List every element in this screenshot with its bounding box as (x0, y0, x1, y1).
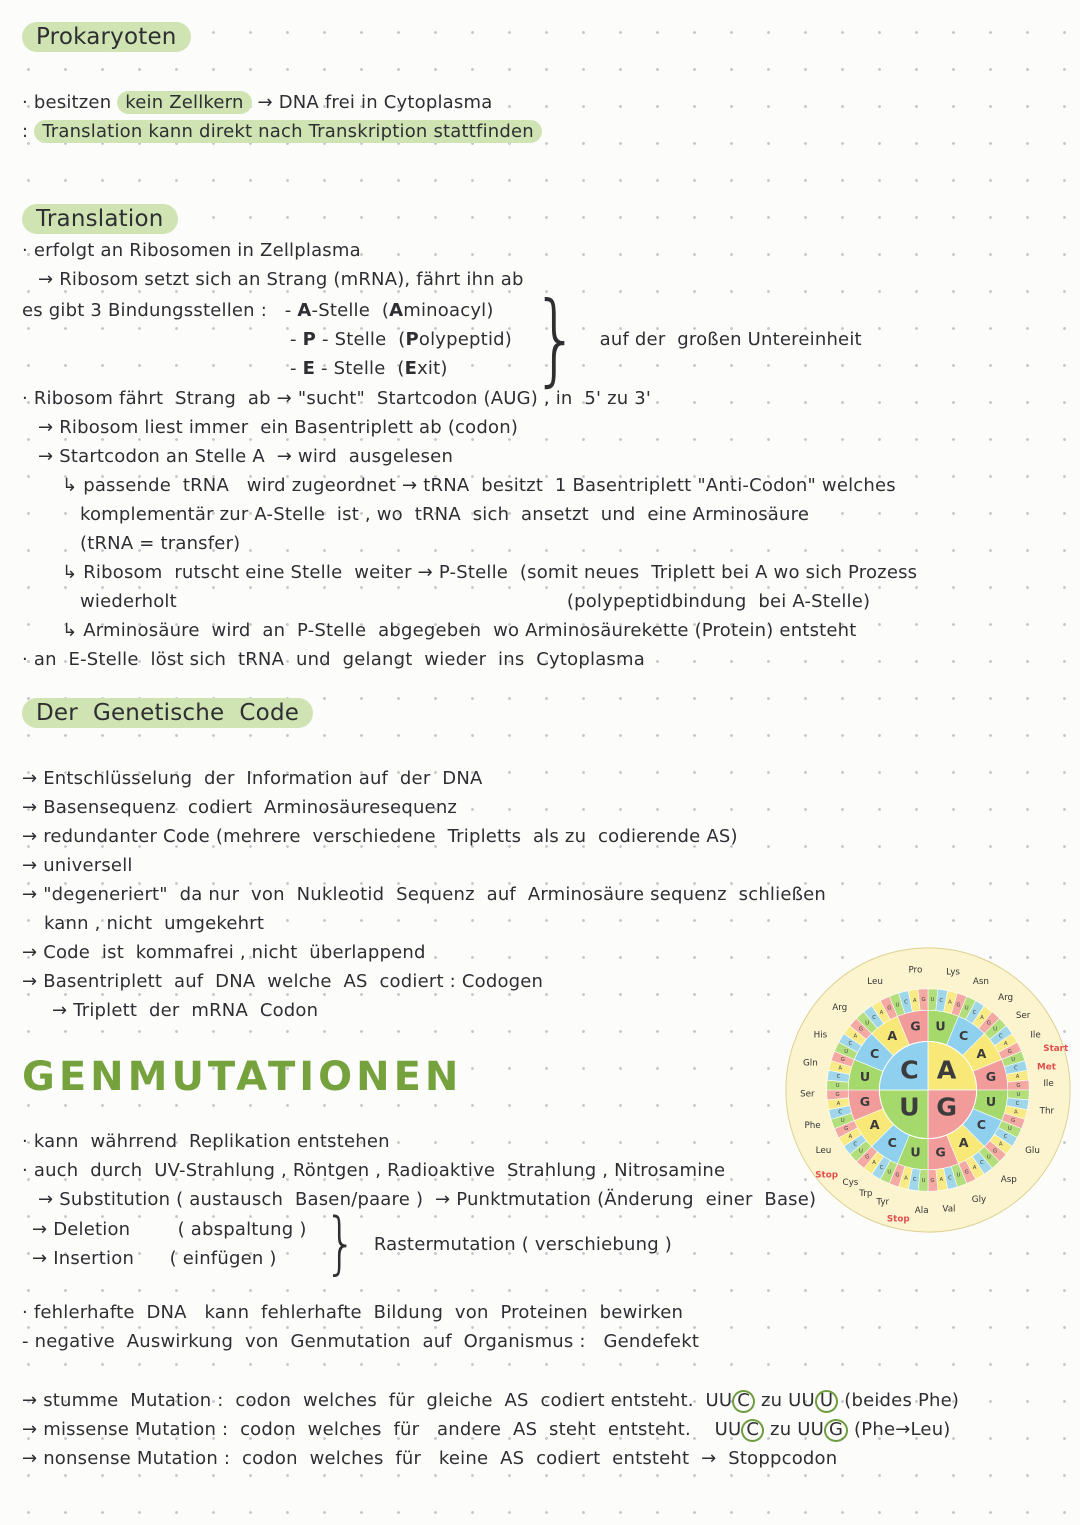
text-span: minoacyl) (403, 299, 494, 321)
text-span: E (404, 357, 418, 379)
svg-text:U: U (840, 1117, 845, 1124)
note-line (80, 587, 1070, 616)
svg-text:C: C (879, 1165, 884, 1172)
note-line (22, 1298, 1070, 1327)
svg-text:G: G (887, 1005, 892, 1012)
text-span: - Stelle ( (316, 328, 406, 350)
text-span: → missense Mutation : codon welches für andere AS steht entsteht. UU (22, 1419, 742, 1440)
notes-content (22, 20, 1070, 1473)
svg-text:A: A (948, 999, 952, 1006)
text-span: → Insertion ( einfügen ) (32, 1248, 277, 1269)
svg-text:Asn: Asn (972, 977, 989, 988)
svg-text:U: U (1011, 1057, 1016, 1064)
svg-text:G: G (858, 1026, 864, 1033)
text-span: → Ribosom setzt sich an Strang (mRNA), fährt ihn ab (38, 269, 524, 290)
svg-text:U: U (993, 1026, 998, 1033)
text-span: kann , nicht umgekehrt (44, 913, 265, 934)
text-span: A (389, 299, 404, 321)
note-line (32, 1215, 307, 1244)
highlighted-text: Prokaryoten (22, 22, 191, 52)
brace-right-label: Rastermutation ( verschiebung ) (373, 1233, 673, 1255)
svg-text:C: C (869, 1045, 880, 1061)
svg-text:C: C (980, 1160, 984, 1167)
svg-text:A: A (972, 1165, 977, 1172)
note-line (22, 645, 1070, 674)
highlighted-text: Translation (22, 204, 178, 234)
note-line (80, 529, 1070, 558)
text-span: → Code ist kommafrei , nicht überlappend (22, 942, 426, 963)
svg-text:G: G (835, 1091, 840, 1098)
text-span: → "degeneriert" da nur von Nukleotid Sequenz auf Arminosäure sequenz schließen (22, 884, 827, 905)
svg-text:C: C (912, 1177, 917, 1184)
svg-text:Glu: Glu (1025, 1145, 1040, 1156)
note-line (22, 851, 1070, 880)
text-span: → Substitution ( austausch Basen/paare ) → Punktmutation (Änderung einer Base) (38, 1189, 817, 1210)
svg-text:G: G (992, 1148, 998, 1155)
text-span: (Phe→Leu) (848, 1419, 951, 1440)
svg-text:A: A (879, 1009, 884, 1016)
text-span: → Entschlüsselung der Information auf der DNA (22, 768, 483, 789)
svg-text:Leu: Leu (867, 977, 883, 988)
text-span: - negative Auswirkung von Genmutation auf Organismus : Gendefekt (22, 1331, 700, 1352)
svg-text:U: U (887, 1169, 892, 1176)
note-line (80, 500, 1070, 529)
note-line (44, 909, 1070, 938)
text-span: A (297, 299, 312, 321)
svg-text:G: G (921, 997, 926, 1004)
note-line (22, 793, 1070, 822)
svg-text:G: G (930, 1177, 935, 1184)
text-span: ↳ passende tRNA wird zugeordnet → tRNA besitzt 1 Basentriplett "Anti-Codon" welches (62, 475, 896, 496)
bindungsstellen-group (22, 280, 1070, 397)
text-span: → universell (22, 855, 133, 876)
svg-text:G: G (1007, 1048, 1012, 1055)
highlighted-text: kein Zellkern (117, 91, 251, 114)
note-line (22, 764, 1070, 793)
svg-text:Ala: Ala (914, 1206, 929, 1217)
text-span: - Stelle ( (315, 357, 405, 379)
svg-text:G: G (859, 1094, 871, 1110)
text-span: → Triplett der mRNA Codon (52, 1000, 319, 1021)
note-line (38, 413, 1070, 442)
svg-text:Val: Val (942, 1204, 956, 1215)
heading-translation (22, 202, 1070, 236)
text-span: (tRNA = transfer) (80, 533, 241, 554)
svg-text:Thr: Thr (1039, 1106, 1055, 1117)
svg-text:U: U (956, 1172, 961, 1179)
note-line (62, 616, 1070, 645)
text-span: → DNA frei in Cytoplasma (251, 92, 493, 113)
svg-text:U: U (899, 1092, 920, 1122)
svg-text:A: A (998, 1141, 1003, 1148)
note-line (38, 442, 1070, 471)
svg-text:A: A (976, 1045, 987, 1061)
text-span: → Basensequenz codiert Arminosäuresequenz (22, 797, 458, 818)
svg-text:U: U (835, 1083, 840, 1090)
svg-text:C: C (836, 1074, 841, 1081)
note-line (22, 236, 1070, 265)
text-span: ↳ Ribosom rutscht eine Stelle weiter → P-Stelle (somit neues Triplett bei A wo sich Prozess (62, 562, 918, 583)
text-span: → Basentriplett auf DNA welche AS codiert : Codogen (22, 971, 544, 992)
svg-text:U: U (986, 1154, 991, 1161)
note-line (22, 880, 1070, 909)
text-span: · Ribosom fährt Strang ab → "sucht" Startcodon (AUG) , in 5' zu 3' (22, 388, 652, 409)
text-span: → Startcodon an Stelle A → wird ausgelesen (38, 446, 454, 467)
circled-letter: C (741, 1419, 764, 1442)
svg-text:Ile: Ile (1030, 1030, 1041, 1041)
text-span: · an E-Stelle löst sich tRNA und gelangt wieder ins Cytoplasma (22, 649, 645, 670)
svg-text:Start: Start (1043, 1043, 1069, 1054)
text-span: P (405, 328, 419, 350)
note-line (22, 296, 512, 325)
svg-text:A: A (936, 1055, 957, 1085)
svg-text:G: G (935, 1144, 946, 1160)
text-span: · fehlerhafte DNA kann fehlerhafte Bildung von Proteinen bewirken (22, 1302, 684, 1323)
svg-text:Gln: Gln (803, 1058, 818, 1069)
svg-text:A: A (1013, 1109, 1018, 1116)
brace-right-label: auf der großen Untereinheit (599, 328, 862, 350)
svg-text:C: C (887, 1134, 897, 1150)
svg-text:C: C (853, 1141, 858, 1148)
svg-text:Ser: Ser (1015, 1011, 1031, 1022)
highlighted-text: Der Genetische Code (22, 698, 313, 728)
svg-text:Stop: Stop (815, 1170, 838, 1181)
svg-text:U: U (921, 1177, 926, 1184)
text-span: (polypeptidbindung bei A-Stelle) (566, 591, 871, 612)
svg-text:A: A (939, 1177, 944, 1184)
svg-text:A: A (869, 1117, 880, 1133)
text-span: E (302, 357, 316, 379)
note-line (62, 471, 1070, 500)
text-span: es gibt 3 Bindungsstellen : - (22, 299, 298, 321)
note-line (32, 1244, 307, 1273)
svg-text:G: G (895, 1172, 900, 1179)
text-span: → nonsense Mutation : codon welches für keine AS codiert entsteht → Stoppcodon (22, 1448, 838, 1469)
svg-text:Pro: Pro (908, 965, 923, 976)
text-span: · auch durch UV-Strahlung , Röntgen , Radioaktive Strahlung , Nitrosamine (22, 1160, 726, 1181)
text-span: (beides Phe) (838, 1390, 960, 1411)
svg-text:A: A (912, 997, 917, 1004)
text-span: - (290, 357, 303, 379)
svg-text:Stop: Stop (886, 1214, 910, 1225)
svg-text:A: A (887, 1028, 898, 1044)
text-span: wiederholt (80, 591, 177, 612)
svg-text:U: U (930, 997, 935, 1004)
note-line (22, 1386, 1070, 1415)
svg-text:C: C (1015, 1100, 1020, 1107)
note-line (290, 354, 512, 383)
text-span: - (290, 328, 303, 350)
svg-text:U: U (1007, 1126, 1012, 1133)
svg-text:C: C (872, 1014, 876, 1021)
note-line (22, 117, 1070, 146)
highlighted-text: Translation kann direkt nach Transkription stattfinden (34, 120, 542, 143)
svg-text:G: G (1016, 1083, 1021, 1090)
svg-text:C: C (838, 1109, 843, 1116)
svg-text:Cys: Cys (842, 1177, 859, 1188)
svg-text:Arg: Arg (832, 1003, 848, 1014)
note-line (22, 1415, 1070, 1444)
text-span: zu UU (764, 1419, 824, 1440)
svg-text:C: C (972, 1009, 977, 1016)
svg-text:U: U (895, 1002, 900, 1009)
svg-text:G: G (1011, 1117, 1016, 1124)
text-span: → Deletion ( abspaltung ) (32, 1219, 307, 1240)
svg-text:A: A (980, 1014, 984, 1021)
svg-text:G: G (865, 1154, 870, 1161)
text-span: · besitzen (22, 92, 118, 113)
svg-text:U: U (910, 1144, 921, 1160)
svg-text:U: U (844, 1048, 849, 1055)
note-line (22, 1444, 1070, 1473)
text-span: · erfolgt an Ribosomen in Zellplasma (22, 240, 361, 261)
svg-text:Leu: Leu (815, 1145, 832, 1156)
note-line (22, 822, 1070, 851)
note-line (22, 88, 1070, 117)
svg-text:A: A (1015, 1074, 1020, 1081)
svg-text:U: U (859, 1068, 871, 1084)
codon-wheel-diagram (782, 944, 1074, 1236)
note-line (62, 558, 1070, 587)
text-span: xit) (417, 357, 448, 379)
text-span: ↳ Arminosäure wird an P-Stelle abgegeben wo Arminosäurekette (Protein) entsteht (62, 620, 857, 641)
note-line (22, 1327, 1070, 1356)
svg-text:G: G (986, 1020, 991, 1027)
text-span: → redundanter Code (mehrere verschiedene Tripletts als zu codierende AS) (22, 826, 738, 847)
brace-left-block (32, 1215, 307, 1273)
svg-text:G: G (844, 1126, 849, 1133)
text-span: : (22, 121, 35, 142)
text-span: GENMUTATIONEN (22, 1054, 463, 1100)
text-span: · kann währrend Replikation entstehen (22, 1131, 390, 1152)
brace-left-block (22, 296, 512, 383)
svg-text:G: G (956, 1002, 961, 1009)
svg-text:U: U (985, 1094, 997, 1110)
svg-text:C: C (900, 1055, 919, 1085)
text-span: -Stelle ( (311, 299, 390, 321)
svg-text:G: G (985, 1068, 997, 1084)
text-span: P (302, 328, 317, 350)
svg-text:Asp: Asp (1000, 1175, 1017, 1186)
heading-genetischer-code (22, 696, 1070, 730)
svg-text:C: C (976, 1117, 987, 1133)
svg-text:A: A (838, 1065, 843, 1072)
svg-text:A: A (1003, 1040, 1008, 1047)
text-span: → stumme Mutation : codon welches für gleiche AS codiert entsteht. UU (22, 1390, 733, 1411)
text-span: → Ribosom liest immer ein Basentriplett ab (codon) (38, 417, 519, 438)
svg-text:Ser: Ser (800, 1089, 815, 1100)
svg-text:C: C (948, 1175, 952, 1182)
svg-text:G: G (936, 1092, 957, 1122)
svg-text:C: C (998, 1033, 1003, 1040)
svg-text:A: A (958, 1134, 969, 1150)
svg-text:Ile: Ile (1043, 1079, 1054, 1090)
svg-text:G: G (964, 1169, 969, 1176)
circled-letter: G (824, 1419, 848, 1442)
svg-text:C: C (959, 1028, 969, 1044)
brace-glyph: } (531, 280, 580, 397)
svg-text:Trp: Trp (859, 1188, 873, 1199)
svg-text:U: U (865, 1020, 870, 1027)
svg-text:A: A (872, 1160, 876, 1167)
svg-text:U: U (1016, 1091, 1021, 1098)
circled-letter: C (732, 1390, 755, 1413)
svg-text:Phe: Phe (804, 1120, 821, 1131)
svg-text:C: C (848, 1040, 853, 1047)
svg-text:Lys: Lys (946, 967, 960, 978)
svg-text:A: A (853, 1033, 858, 1040)
svg-text:C: C (904, 999, 908, 1006)
svg-text:Tyr: Tyr (876, 1197, 890, 1208)
text-span: komplementär zur A-Stelle ist , wo tRNA sich ansetzt und eine Arminosäure (80, 504, 810, 525)
svg-text:Met: Met (1037, 1062, 1056, 1073)
svg-text:A: A (836, 1100, 841, 1107)
svg-text:G: G (910, 1018, 921, 1034)
svg-text:A: A (904, 1175, 908, 1182)
svg-text:Arg: Arg (998, 993, 1014, 1004)
svg-text:His: His (813, 1030, 828, 1041)
circled-letter: U (815, 1390, 838, 1413)
brace-glyph: } (323, 1204, 357, 1283)
svg-text:C: C (1013, 1065, 1018, 1072)
svg-text:U: U (964, 1005, 969, 1012)
svg-text:C: C (939, 997, 944, 1004)
heading-prokaryoten (22, 20, 1070, 54)
svg-text:U: U (858, 1148, 863, 1155)
note-line (290, 325, 512, 354)
svg-text:C: C (1003, 1134, 1008, 1141)
text-span: olypeptid) (418, 328, 512, 350)
svg-text:A: A (848, 1134, 853, 1141)
svg-text:U: U (935, 1018, 946, 1034)
svg-text:G: G (840, 1057, 845, 1064)
text-span: zu UU (755, 1390, 815, 1411)
svg-text:Gly: Gly (971, 1194, 987, 1205)
